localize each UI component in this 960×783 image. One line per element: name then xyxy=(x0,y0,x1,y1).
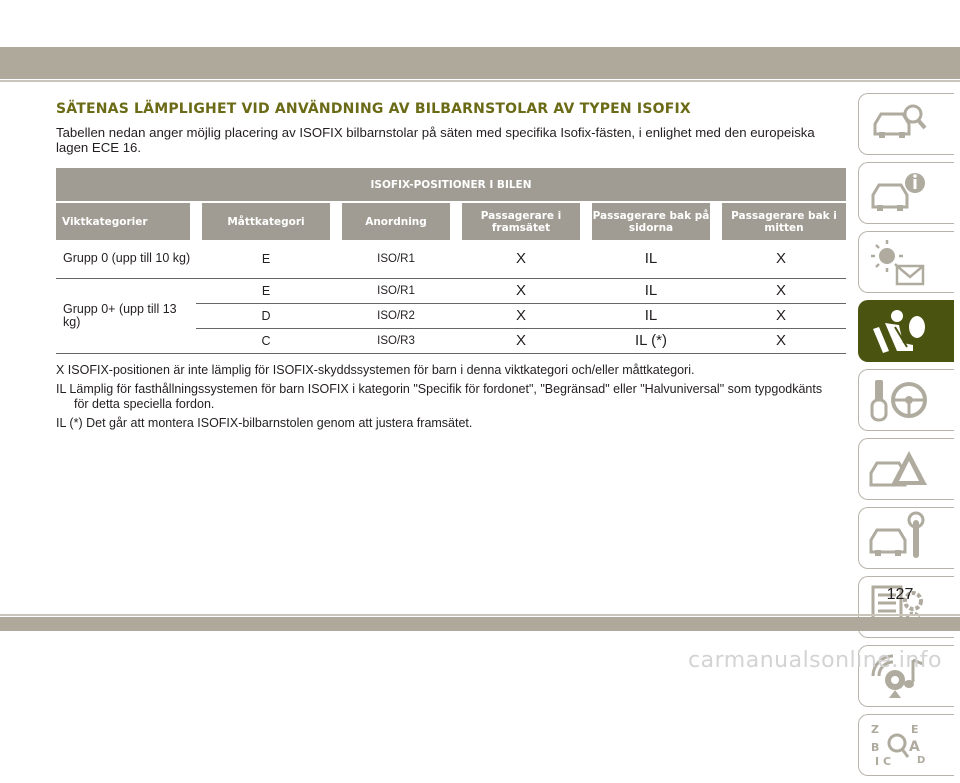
bottom-band xyxy=(0,617,960,631)
warning-lights-icon xyxy=(869,238,929,288)
cell-front: X xyxy=(456,240,586,278)
isofix-table xyxy=(56,168,846,354)
bottom-band-line xyxy=(0,614,960,616)
index-letter-a: A xyxy=(909,739,920,755)
chapter-tabs xyxy=(858,93,954,783)
tab-key-steering[interactable] xyxy=(858,369,954,431)
index-search-icon xyxy=(869,721,929,771)
cell-size: C xyxy=(196,328,336,353)
index-letter-i: I xyxy=(875,755,880,768)
tab-warning-lights[interactable] xyxy=(858,231,954,293)
cell-rear-center: X xyxy=(716,240,846,278)
cell-size: D xyxy=(196,303,336,328)
table-row xyxy=(56,240,846,278)
column-header-rear-center: Passagerare bak i mitten xyxy=(716,202,846,240)
cell-front: X xyxy=(456,303,586,328)
cell-rear-center: X xyxy=(716,328,846,353)
cell-front: X xyxy=(456,328,586,353)
tab-seat-airbag[interactable] xyxy=(858,300,954,362)
index-letter-b: B xyxy=(871,741,880,754)
emergency-triangle-icon xyxy=(869,445,929,495)
tab-car-service[interactable] xyxy=(858,507,954,569)
cell-rear-side: IL xyxy=(586,240,716,278)
note-il-star: IL (*) Det går att montera ISOFIX-bilbarnstolen genom att justera framsätet. xyxy=(56,416,473,430)
top-band-line xyxy=(0,80,960,82)
cell-rear-side: IL (*) xyxy=(586,328,716,353)
page-number: 127 xyxy=(886,586,914,603)
cell-device: ISO/R1 xyxy=(336,240,456,278)
car-info-icon xyxy=(869,169,929,219)
cell-rear-center: X xyxy=(716,303,846,328)
index-letter-e: E xyxy=(911,723,919,736)
cell-group: Grupp 0+ (upp till 13 kg) xyxy=(56,278,196,353)
cell-rear-center: X xyxy=(716,278,846,303)
tab-emergency[interactable] xyxy=(858,438,954,500)
column-header-weight: Viktkategorier xyxy=(56,202,196,240)
cell-front: X xyxy=(456,278,586,303)
column-header-front-passenger: Passagerare i framsätet xyxy=(456,202,586,240)
note-x: X ISOFIX-positionen är inte lämplig för ISOFIX-skyddssystemen för barn i denna viktkategori och/eller måttkategori. xyxy=(56,363,695,377)
table-notes xyxy=(56,363,846,435)
seat-airbag-icon xyxy=(869,307,929,357)
table-row xyxy=(56,278,846,303)
section-title: SÄTENAS LÄMPLIGHET VID ANVÄNDNING AV BILBARNSTOLAR AV TYPEN ISOFIX xyxy=(56,101,691,117)
top-band xyxy=(0,47,960,79)
index-letter-z: Z xyxy=(871,723,879,736)
car-search-icon xyxy=(869,100,929,150)
cell-size: E xyxy=(196,240,336,278)
watermark: carmanualsonline.info xyxy=(688,648,942,673)
note-il xyxy=(56,382,846,412)
cell-device: ISO/R1 xyxy=(336,278,456,303)
cell-group: Grupp 0 (upp till 10 kg) xyxy=(56,240,196,278)
cell-device: ISO/R2 xyxy=(336,303,456,328)
index-letter-d: D xyxy=(917,755,926,766)
index-letter-c: C xyxy=(883,755,892,768)
column-header-rear-side: Passagerare bak på sidorna xyxy=(586,202,716,240)
table-main-header: ISOFIX-POSITIONER I BILEN xyxy=(56,168,846,202)
tab-car-search[interactable] xyxy=(858,93,954,155)
column-header-size: Måttkategori xyxy=(196,202,336,240)
tab-index[interactable] xyxy=(858,714,954,776)
cell-rear-side: IL xyxy=(586,303,716,328)
column-header-device: Anordning xyxy=(336,202,456,240)
note-il-line1: IL Lämplig för fasthållningssystemen för barn ISOFIX i kategorin "Specifik för fordonet", "Begränsad" eller "Halvuniversal" som typgodkänts xyxy=(56,382,823,396)
note-il-line2: för detta speciella fordon. xyxy=(74,397,215,411)
intro-paragraph: Tabellen nedan anger möjlig placering av ISOFIX bilbarnstolar på säten med specifika Isofix-fästen, i enlighet med den europeiska lagen ECE 16. xyxy=(56,125,815,155)
tab-car-info[interactable] xyxy=(858,162,954,224)
key-steering-wheel-icon xyxy=(869,376,929,426)
cell-size: E xyxy=(196,278,336,303)
cell-device: ISO/R3 xyxy=(336,328,456,353)
cell-rear-side: IL xyxy=(586,278,716,303)
car-wrench-icon xyxy=(869,514,929,564)
